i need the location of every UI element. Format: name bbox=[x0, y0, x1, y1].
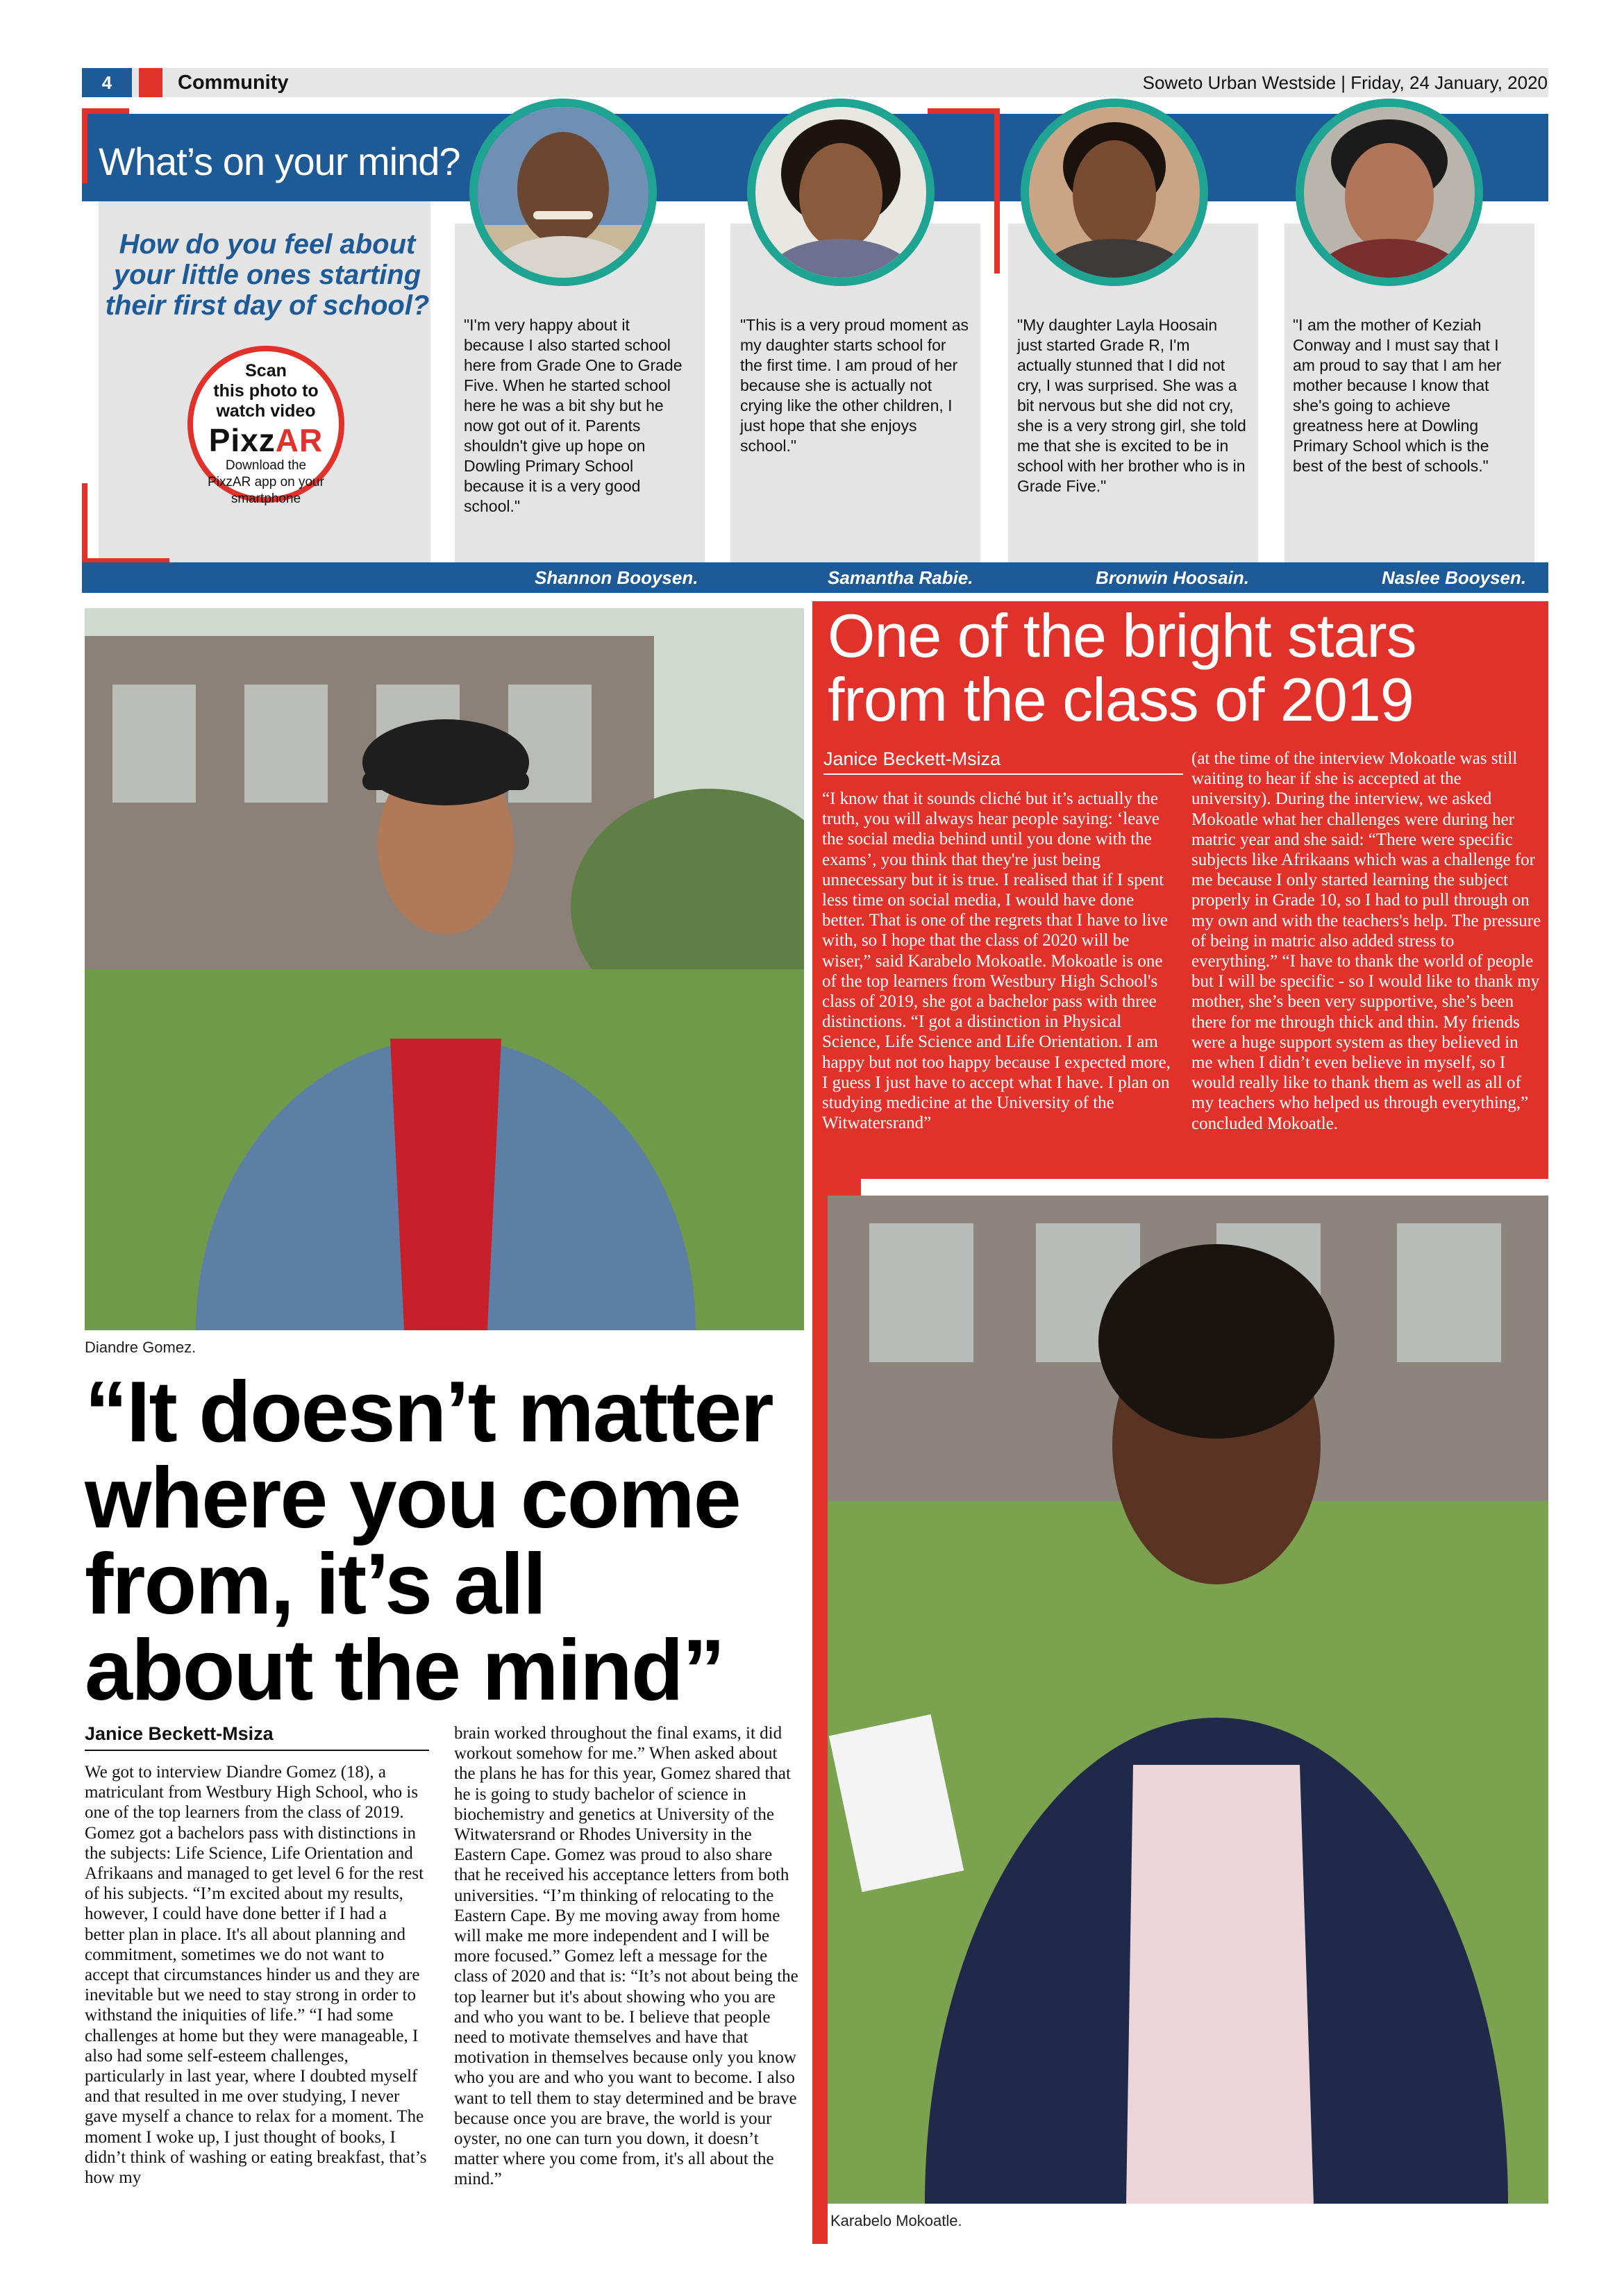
section-accent bbox=[139, 68, 162, 97]
portrait-photo-4 bbox=[1296, 99, 1483, 286]
scan-line-6: smartphone bbox=[231, 492, 301, 506]
quote-text-4: "I am the mother of Keziah Conway and I must say that I am proud to say that I am her mother because I know that she's going to achieve greatness here at Dowling Primary School which is the best of the best of schools." bbox=[1293, 316, 1502, 475]
headline-mind: “It doesn’t matter where you come from, it’s all about the mind” bbox=[85, 1364, 773, 1718]
question-text: How do you feel about your little ones starting their first day of school? bbox=[105, 229, 430, 321]
photo-caption-karabelo: Karabelo Mokoatle. bbox=[830, 2212, 962, 2229]
photo-diandre-gomez bbox=[85, 608, 804, 1330]
headline-bright-stars: One of the bright stars from the class of 2019 bbox=[828, 601, 1416, 734]
article-bright-stars-col-2: (at the time of the interview Mokoatle was still waiting to hear if she is accepted at the university). During the interview, we asked Mokoatle what her challenges were during her matric year and she said: “There were specific subjects like Afrikaans which was a challenge for me because I only started learning the subject properly in Grade 10, so I had to pull through on my own and with the teachers's help. The pressure of being in matric also added stress to everything.” “I have to thank the world of people but I will be specific - so I would like to thank my mother, she’s been very supportive, she’s been there for me through thick and thin. My friends were a huge support system as they believed in me when I didn’t even believe in myself, so I would really like to thank them as well as all of my teachers who helped us through everything,” concluded Mokoatle. bbox=[1191, 749, 1541, 1133]
scan-badge[interactable] bbox=[187, 346, 344, 506]
article-mind-col-2: brain worked throughout the final exams, it did workout somehow for me.” When asked about the plans he has for this year, Gomez shared that he is going to study bachelor of science in biochemistry and genetics at University of the Witwatersrand or Rhodes University in the Eastern Cape. Gomez was proud to also share that he received his acceptance letters from both universities. “I’m thinking of relocating to the Eastern Cape. By me moving away from home will make me more independent and I will be more focused.” Gomez left a message for the class of 2020 and that is: “It’s not about being the top learner but it's about showing who you are and who you want to be. I believe that people need to motivate themselves and have that motivation in themselves because only you know who you are and who you want to become. I also want to tell them to stay determined and be brave because once you are brave, the world is your oyster, no one can turn you down, it doesn’t matter where you come from, it's all about the mind.” bbox=[454, 1724, 798, 2189]
pixzar-logo: PixzAR bbox=[208, 422, 324, 458]
scan-line-2: this photo to bbox=[213, 381, 319, 401]
byline-bright-stars: Janice Beckett-Msiza bbox=[823, 748, 1001, 769]
article-mind-col-1: We got to interview Diandre Gomez (18), a matriculant from Westbury High School, who is one of the top learners from the class of 2019. Gomez got a bachelors pass with distinctions in the subjects: Life Science, Life Orientation and Afrikaans and managed to get level 6 for the rest of his subjects. “I’m excited about my results, however, I could have done better if I had a better plan in place. It's all about planning and commitment, sometimes we do not want to accept that circumstances hinder us and they are inevitable but we need to stay strong in order to withstand the iniquities of life.” “I had some challenges at home but they were manageable, I also had some self-esteem challenges, particularly in last year, where I doubted myself and that resulted in me over studying, I never gave myself a chance to relax for a moment. The moment I woke up, I just thought of books, I didn’t think of washing or eating breakfast, that’s how my bbox=[85, 1763, 427, 2188]
portrait-photo-2 bbox=[747, 99, 935, 286]
byline-rule bbox=[823, 773, 1183, 775]
quote-text-2: "This is a very proud moment as my daughter starts school for the first time. I am proud of her because she is actually not crying like the other children, I just hope that she enjoys school." bbox=[740, 316, 969, 455]
page-number: 4 bbox=[82, 68, 132, 97]
bracket-bottom-left bbox=[82, 483, 169, 564]
quote-text-1: "I'm very happy about it because I also started school here from Grade One to Grade Five. When he started school here he was a bit shy but he now got out of it. Parents shouldn't give up hope on Dowling Primary School because it is a very good school." bbox=[464, 316, 683, 515]
section-label: Community bbox=[178, 71, 289, 94]
person-name-4: Naslee Booysen. bbox=[1382, 567, 1527, 588]
person-name-3: Bronwin Hoosain. bbox=[1096, 567, 1249, 588]
bracket-top-right bbox=[928, 108, 1000, 274]
person-name-2: Samantha Rabie. bbox=[828, 567, 973, 588]
scan-line-5: PixzAR app on your bbox=[208, 475, 324, 489]
section-title: What’s on your mind? bbox=[99, 140, 460, 183]
scan-line-1: Scan bbox=[245, 361, 287, 380]
names-band bbox=[82, 562, 1548, 593]
byline-rule-mind bbox=[85, 1750, 429, 1751]
quote-text-3: "My daughter Layla Hoosain just started Grade R, I'm actually stunned that I did not cry, I was surprised. She was a bit nervous but she did not cry, she is a very strong girl, she told me that she is excited to be in school with her brother who is in Grade Five." bbox=[1017, 316, 1246, 495]
scan-line-3: watch video bbox=[216, 401, 316, 421]
person-name-1: Shannon Booysen. bbox=[535, 567, 698, 588]
portrait-photo-1 bbox=[469, 99, 657, 286]
byline-mind: Janice Beckett-Msiza bbox=[85, 1723, 274, 1744]
photo-karabelo-mokoatle bbox=[828, 1196, 1548, 2204]
scan-line-4: Download the bbox=[225, 458, 307, 473]
article-bright-stars-col-1: “I know that it sounds cliché but it’s actually the truth, you will always hear people saying: ‘leave the social media behind until you done with the exams’, you think that they're just being unnecessary but it is true. I realised that if I spent less time on social media, I would have done better. That is one of the regrets that I have to live with, so I hope that the class of 2020 will be wiser,” said Karabelo Mokoatle. Mokoatle is one of the top learners from Westbury High School's class of 2019, she got a bachelor pass with three distinctions. “I got a distinction in Physical Science, Life Science and Life Orientation. I am happy but not too happy because I expected more, I guess I just have to accept what I have. I plan on studying medicine at the University of the Witwatersrand” bbox=[822, 789, 1171, 1133]
portrait-photo-3 bbox=[1021, 99, 1208, 286]
issue-line: Soweto Urban Westside | Friday, 24 January, 2020 bbox=[1142, 72, 1548, 93]
photo-caption-diandre: Diandre Gomez. bbox=[85, 1339, 196, 1356]
